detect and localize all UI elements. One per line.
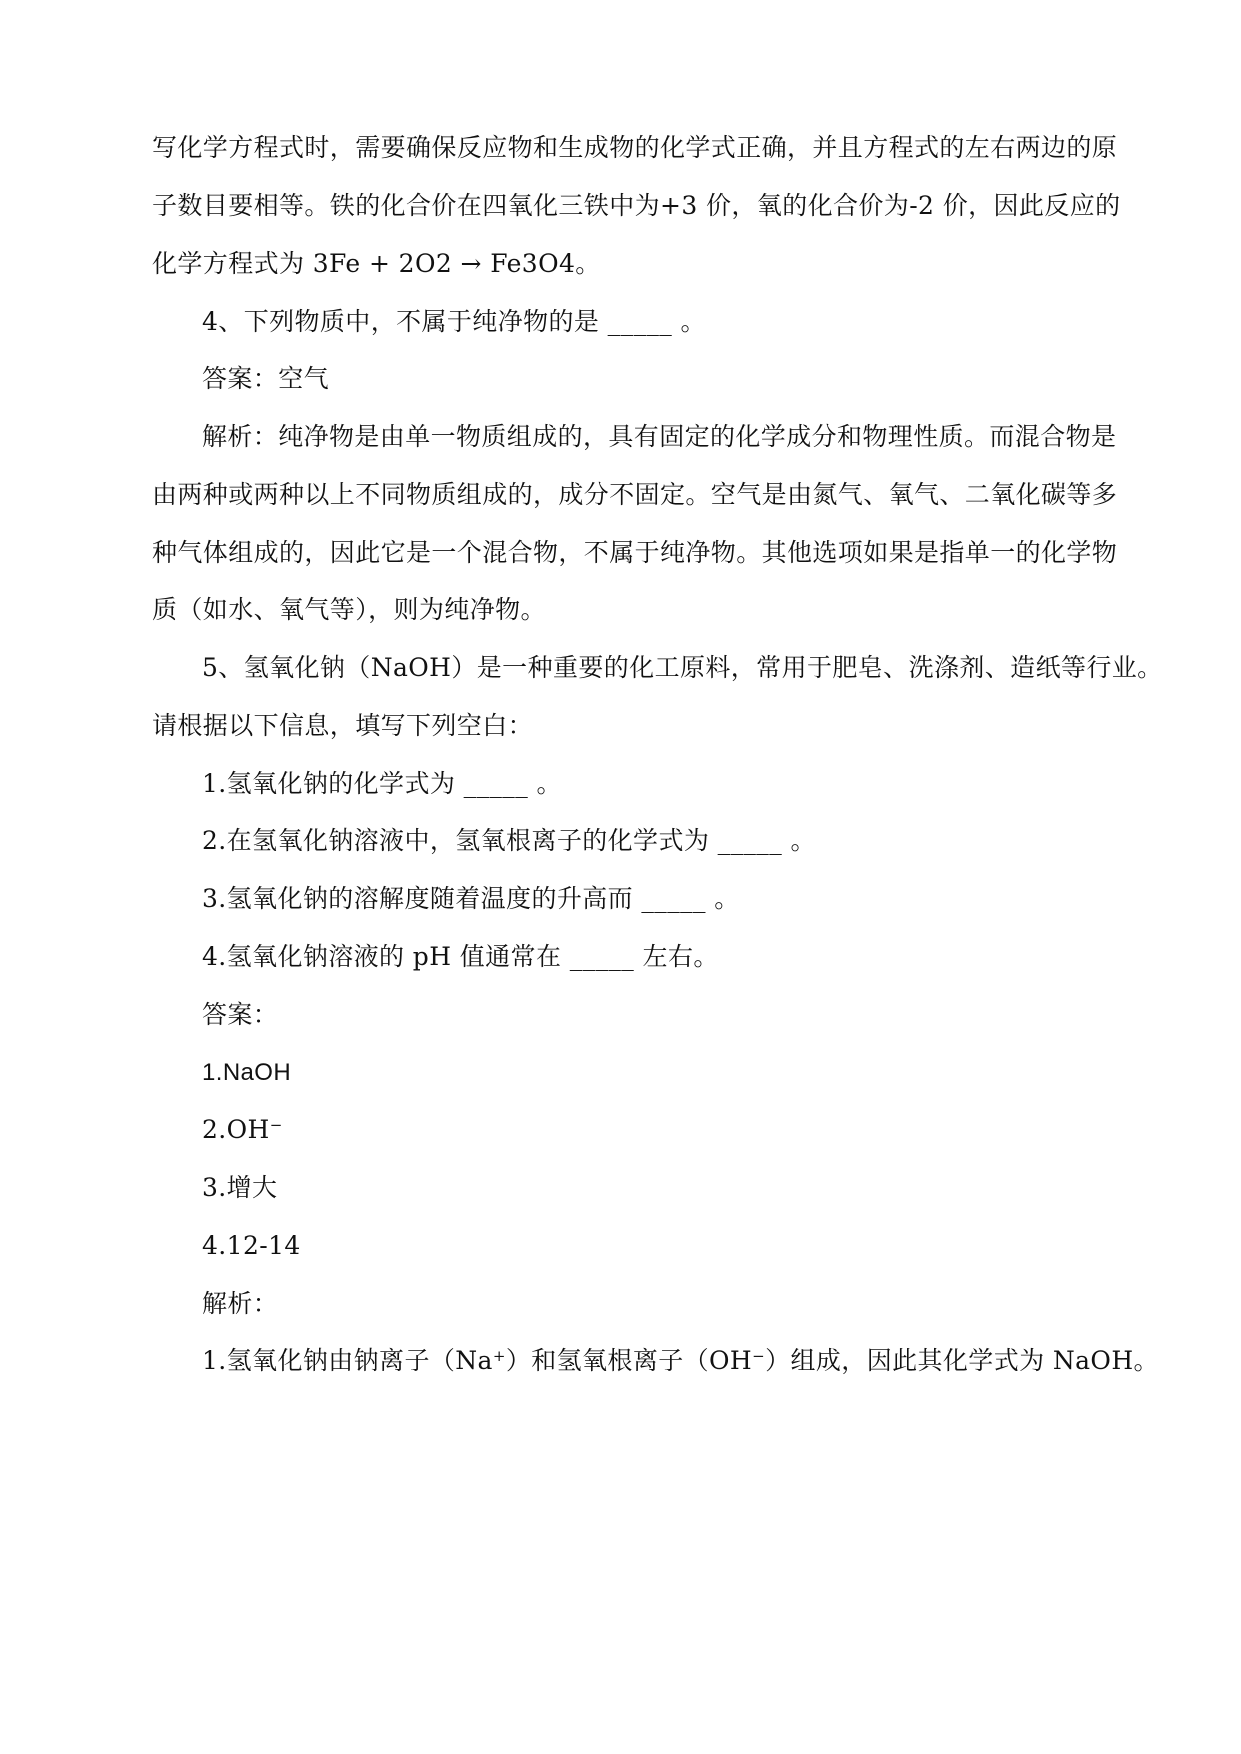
question-5-answer-4: 4.12-14 — [202, 1231, 301, 1260]
paragraph-line: 子数目要相等。铁的化合价在四氧化三铁中为+3 价，氧的化合价为-2 价，因此反应的 — [152, 191, 1121, 220]
question-5-explanation-label: 解析： — [202, 1289, 279, 1318]
question-5-explanation-1 — [202, 1344, 1159, 1378]
explanation-text: ）和氢氧根离子（OH — [505, 1346, 753, 1375]
question-4: 4、下列物质中，不属于纯净物的是 _____ 。 — [202, 307, 706, 336]
charge-superscript: − — [752, 1346, 766, 1365]
question-5-answer-2 — [202, 1113, 283, 1147]
question-5-item-2: 2.在氢氧化钠溶液中，氢氧根离子的化学式为 _____ 。 — [202, 826, 816, 855]
question-5-answer-3: 3.增大 — [202, 1173, 278, 1202]
explanation-text: ）组成，因此其化学式为 NaOH。 — [765, 1346, 1159, 1375]
charge-superscript: + — [492, 1346, 506, 1365]
question-5: 5、氢氧化钠（NaOH）是一种重要的化工原料，常用于肥皂、洗涤剂、造纸等行业。 — [202, 653, 1163, 682]
explanation-text: 1.氢氧化钠由钠离子（Na — [202, 1346, 493, 1375]
question-4-answer: 答案：空气 — [202, 364, 330, 393]
question-4-explanation-line: 质（如水、氧气等），则为纯净物。 — [152, 595, 546, 624]
question-5-item-1: 1.氢氧化钠的化学式为 _____ 。 — [202, 769, 562, 798]
paragraph-line: 写化学方程式时，需要确保反应物和生成物的化学式正确，并且方程式的左右两边的原 — [152, 133, 1118, 162]
question-5-answer-label: 答案： — [202, 1000, 279, 1029]
paragraph-line: 化学方程式为 3Fe + 2O2 → Fe3O4。 — [152, 249, 601, 278]
question-4-explanation-line: 种气体组成的，因此它是一个混合物，不属于纯净物。其他选项如果是指单一的化学物 — [152, 538, 1118, 567]
question-4-explanation-line: 由两种或两种以上不同物质组成的，成分不固定。空气是由氮气、氧气、二氧化碳等多 — [152, 480, 1118, 509]
question-5-item-4: 4.氢氧化钠溶液的 pH 值通常在 _____ 左右。 — [202, 942, 719, 971]
question-5-line: 请根据以下信息，填写下列空白： — [152, 711, 534, 740]
charge-superscript: − — [269, 1115, 283, 1134]
question-5-item-3: 3.氢氧化钠的溶解度随着温度的升高而 _____ 。 — [202, 884, 740, 913]
answer-2-text: 2.OH — [202, 1115, 270, 1144]
question-5-answer-1: 1.NaOH — [202, 1059, 292, 1086]
question-4-explanation-line: 解析：纯净物是由单一物质组成的，具有固定的化学成分和物理性质。而混合物是 — [202, 422, 1117, 451]
